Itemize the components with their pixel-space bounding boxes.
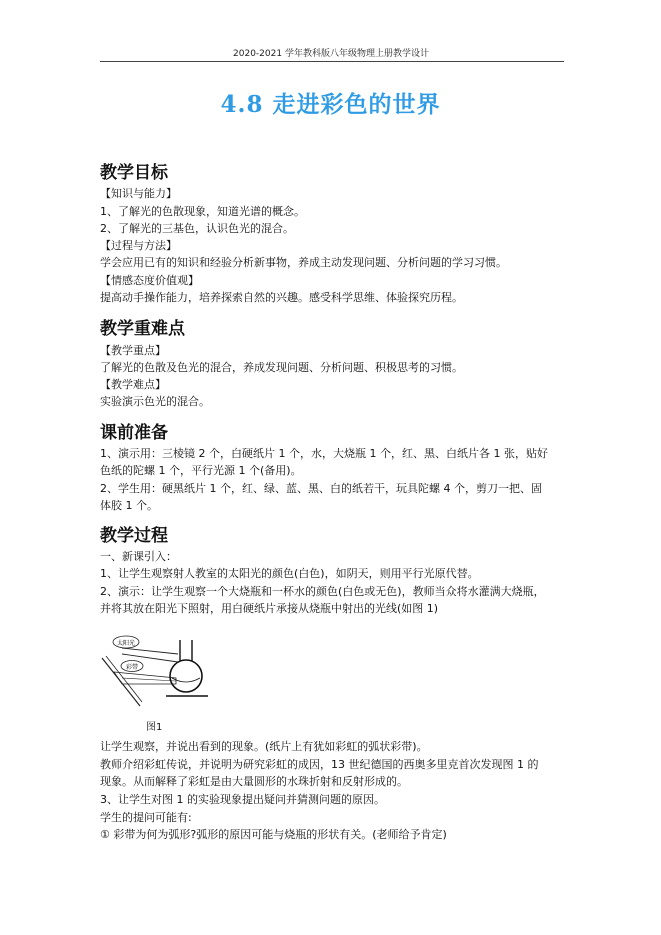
text-line: 教师介绍彩虹传说，并说明为研究彩虹的成因，13 世纪德国的西奥多里克首次发现图 1 的 — [100, 758, 539, 771]
figure-1-flask-diagram — [100, 632, 220, 712]
text-line: 提高动手操作能力，培养探索自然的兴趣。感受科学思维、体验探究历程。 — [100, 291, 463, 304]
text-line: 【过程与方法】 — [100, 239, 177, 252]
text-line: 学会应用已有的知识和经验分析新事物，养成主动发现问题、分析问题的学习习惯。 — [100, 256, 507, 269]
text-line: 【情感态度价值观】 — [100, 274, 199, 287]
section-heading-goals: 教学目标 — [100, 163, 168, 183]
text-line: 学生的提问可能有: — [100, 811, 192, 824]
label-sunlight: 太阳光 — [116, 640, 136, 647]
text-line: 2、学生用：硬黑纸片 1 个，红、绿、蓝、黑、白的纸若干，玩具陀螺 4 个，剪刀一把、固 — [100, 482, 542, 495]
section-heading-process: 教学过程 — [100, 526, 168, 546]
text-line: 3、让学生对图 1 的实验现象提出疑问并猜测问题的原因。 — [100, 793, 385, 806]
text-line: ① 彩带为何为弧形?弧形的原因可能与烧瓶的形状有关。(老师给予肯定) — [100, 828, 447, 841]
text-line: 2、了解光的三基色，认识色光的混合。 — [100, 222, 294, 235]
text-line: 【教学重点】 — [100, 344, 166, 357]
text-line: 1、演示用：三棱镜 2 个，白硬纸片 1 个，水，大烧瓶 1 个，红、黑、白纸片各 1 张，贴好 — [100, 447, 548, 460]
sun-ray — [122, 648, 178, 654]
section-heading-prep: 课前准备 — [100, 423, 168, 443]
page-title: 4.8 走进彩色的世界 — [220, 91, 441, 118]
page-header: 2020-2021 学年教科版八年级物理上册教学设计 — [233, 49, 429, 59]
text-line: 实验演示色光的混合。 — [100, 395, 210, 408]
text-line: 1、让学生观察射人教室的太阳光的颜色(白色)，如阴天，则用平行光原代替。 — [100, 567, 479, 580]
text-line: 色纸的陀螺 1 个，平行光源 1 个(备用)。 — [100, 464, 302, 477]
text-line: 体胶 1 个。 — [100, 499, 158, 512]
text-line: 1、了解光的色散现象，知道光谱的概念。 — [100, 205, 305, 218]
text-line: 了解光的色散及色光的混合，养成发现问题、分析问题、积极思考的习惯。 — [100, 361, 463, 374]
header-rule — [100, 61, 564, 62]
label-rainbow: 彩带 — [125, 664, 139, 671]
text-line: 2、演示：让学生观察一个大烧瓶和一杯水的颜色(白色或无色)，教师当众将水灌满大烧瓶， — [100, 585, 545, 598]
text-line: 并将其放在阳光下照射，用白硬纸片承接从烧瓶中射出的光线(如图 1) — [100, 602, 439, 615]
text-line: 【知识与能力】 — [100, 187, 177, 200]
text-line: 现象。从而解释了彩虹是由大量圆形的水珠折射和反射形成的。 — [100, 775, 408, 788]
text-line: 一、新课引入： — [100, 550, 177, 563]
text-line: 【教学难点】 — [100, 378, 166, 391]
flask — [170, 660, 202, 692]
figure-caption: 图1 — [146, 722, 163, 733]
section-heading-key-points: 教学重难点 — [100, 319, 185, 339]
text-line: 让学生观察，并说出看到的现象。(纸片上有犹如彩虹的弧状彩带)。 — [100, 740, 428, 753]
